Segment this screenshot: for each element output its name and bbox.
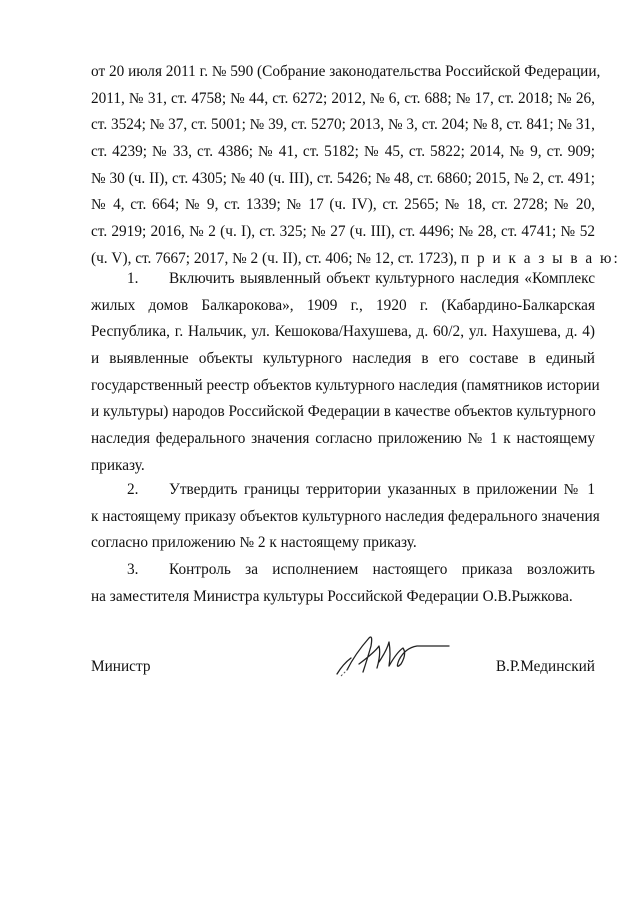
signatory-name: В.Р.Мединский: [495, 658, 595, 675]
item-first-line: Утвердить границы территории указанных в приложении № 1: [169, 481, 595, 498]
intro-paragraph: [91, 59, 620, 273]
text-line: жилых домов Балкарокова», 1909 г., 1920 г. (Кабардино-Балкарская: [91, 296, 595, 314]
item-first-line: Контроль за исполнением настоящего приказа возложить: [169, 561, 595, 578]
item-1-paragraph: [91, 266, 600, 480]
text-line: ст. 2919; 2016, № 2 (ч. I), ст. 325; № 27 (ч. III), ст. 4496; № 28, ст. 4741; № 52: [91, 223, 595, 241]
item-number: 3.: [127, 561, 139, 578]
item-first-line: Включить выявленный объект культурного наследия «Комплекс: [169, 270, 595, 287]
order-word: п р и к а з ы в а ю:: [461, 249, 620, 267]
text-line: на заместителя Министра культуры Российской Федерации О.В.Рыжкова.: [91, 587, 573, 605]
text-line: Республика, г. Нальчик, ул. Кешокова/Нахушева, д. 60/2, ул. Нахушева, д. 4): [91, 323, 595, 341]
signature-block: [91, 650, 595, 690]
text-line: ст. 3524; № 37, ст. 5001; № 39, ст. 5270; 2013, № 3, ст. 204; № 8, ст. 841; № 31,: [91, 116, 595, 134]
text-line: от 20 июля 2011 г. № 590 (Собрание законодательства Российской Федерации,: [91, 63, 601, 80]
text-line: к настоящему приказу объектов культурного наследия федерального значения: [91, 507, 600, 525]
text-line: [91, 266, 595, 293]
text-line: 2011, № 31, ст. 4758; № 44, ст. 6272; 2012, № 6, ст. 688; № 17, ст. 2018; № 26,: [91, 89, 595, 107]
text-line: и культуры) народов Российской Федерации в качестве объектов культурного: [91, 403, 596, 421]
handwritten-signature: [329, 624, 459, 684]
text-line-content: (ч. V), ст. 7667; 2017, № 2 (ч. II), ст. 406; № 12, ст. 1723),: [91, 249, 458, 267]
item-number: 1.: [127, 270, 139, 287]
signatory-title: Министр: [91, 658, 151, 675]
text-line: и выявленные объекты культурного наследия в его составе в единый: [91, 350, 595, 368]
text-line: № 30 (ч. II), ст. 4305; № 40 (ч. III), ст. 5426; № 48, ст. 6860; 2015, № 2, ст. 491;: [91, 169, 595, 187]
text-line: [91, 557, 595, 584]
text-line: государственный реестр объектов культурного наследия (памятников истории: [91, 376, 600, 394]
text-line: [91, 477, 595, 504]
item-2-paragraph: [91, 477, 600, 557]
text-line: согласно приложению № 2 к настоящему приказу.: [91, 534, 417, 552]
text-line: приказу.: [91, 456, 145, 474]
item-number: 2.: [127, 481, 139, 498]
text-line: наследия федерального значения согласно приложению № 1 к настоящему: [91, 430, 595, 448]
text-line: ст. 4239; № 33, ст. 4386; № 41, ст. 5182; № 45, ст. 5822; 2014, № 9, ст. 909;: [91, 143, 595, 161]
text-line: № 4, ст. 664; № 9, ст. 1339; № 17 (ч. IV), ст. 2565; № 18, ст. 2728; № 20,: [91, 196, 595, 214]
item-3-paragraph: [91, 557, 595, 610]
